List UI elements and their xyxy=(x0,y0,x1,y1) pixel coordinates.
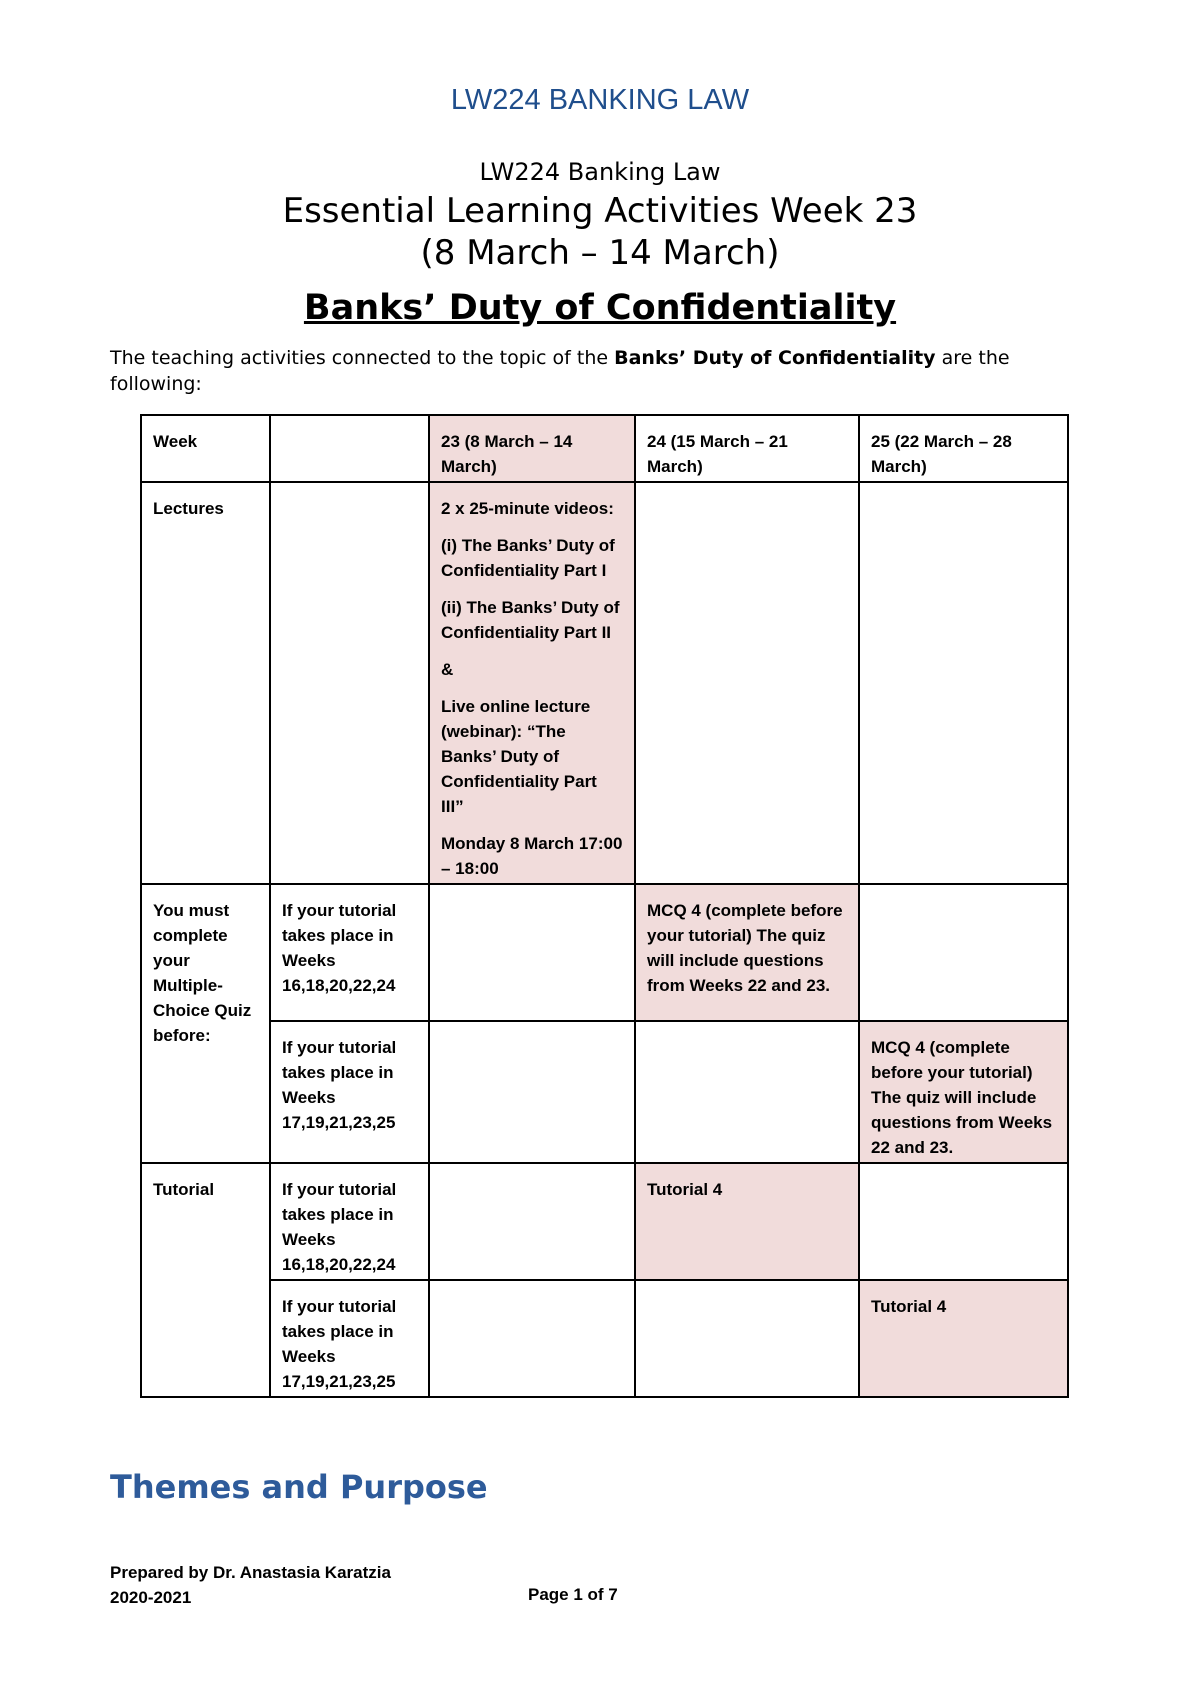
table-row xyxy=(141,1163,1068,1280)
week-23-header-cell: 23 (8 March – 14 March) xyxy=(429,415,635,482)
table-row xyxy=(141,1021,1068,1163)
page-number: Page 1 of 7 xyxy=(528,1585,618,1604)
week-25-tutorial-cell: Tutorial 4 xyxy=(859,1280,1068,1397)
group-b-cell: If your tutorial takes place in Weeks 17,19,21,23,25 xyxy=(270,1021,429,1163)
activities-table xyxy=(140,414,1069,1398)
empty-cell xyxy=(270,482,429,884)
topic-heading: Banks’ Duty of Confidentiality xyxy=(303,288,897,328)
week-24-header-cell: 24 (15 March – 21 March) xyxy=(635,415,859,482)
mcq-label-cell: You must complete your Multiple-Choice Quiz before: xyxy=(141,884,270,1163)
title-line: Essential Learning Activities Week 23 xyxy=(282,191,918,231)
empty-cell xyxy=(429,884,635,1021)
title-dates: (8 March – 14 March) xyxy=(420,233,780,273)
group-b-cell: If your tutorial takes place in Weeks 17,19,21,23,25 xyxy=(270,1280,429,1397)
week-25-header-cell: 25 (22 March – 28 March) xyxy=(859,415,1068,482)
footer-year: 2020-2021 xyxy=(110,1588,192,1607)
lectures-label-cell: Lectures xyxy=(141,482,270,884)
empty-cell xyxy=(635,482,859,884)
lecture-line: 2 x 25-minute videos: xyxy=(441,499,614,518)
lecture-line: Monday 8 March 17:00 – 18:00 xyxy=(441,834,623,878)
table-row xyxy=(141,415,1068,482)
intro-paragraph xyxy=(110,345,1060,397)
empty-cell xyxy=(859,1163,1068,1280)
table-row xyxy=(141,1280,1068,1397)
week-23-lectures-cell xyxy=(429,482,635,884)
table-row xyxy=(141,482,1068,884)
blank-header-cell xyxy=(270,415,429,482)
intro-prefix: The teaching activities connected to the topic of the xyxy=(110,347,615,369)
table-row xyxy=(141,884,1068,1021)
lecture-line: Live online lecture (webinar): “The Banks’ Duty of Confidentiality Part III” xyxy=(441,697,597,816)
intro-suffix: are the following: xyxy=(110,347,1010,395)
week-24-mcq-cell: MCQ 4 (complete before your tutorial) The quiz will include questions from Weeks 22 and 23. xyxy=(635,884,859,1021)
footer-prepared-by: Prepared by Dr. Anastasia Karatzia xyxy=(110,1563,391,1582)
group-a-cell: If your tutorial takes place in Weeks 16,18,20,22,24 xyxy=(270,1163,429,1280)
document-title xyxy=(0,190,1200,274)
empty-cell xyxy=(635,1280,859,1397)
week-24-tutorial-cell: Tutorial 4 xyxy=(635,1163,859,1280)
empty-cell xyxy=(859,884,1068,1021)
course-header: LW224 BANKING LAW xyxy=(450,84,750,116)
tutorial-label-cell: Tutorial xyxy=(141,1163,270,1397)
lecture-line: (i) The Banks’ Duty of Confidentiality Part I xyxy=(441,536,615,580)
section-heading: Themes and Purpose xyxy=(110,1468,488,1506)
lecture-line: (ii) The Banks’ Duty of Confidentiality Part II xyxy=(441,598,620,642)
intro-bold: Banks’ Duty of Confidentiality xyxy=(614,347,936,369)
week-25-mcq-cell: MCQ 4 (complete before your tutorial) The quiz will include questions from Weeks 22 and 23. xyxy=(859,1021,1068,1163)
empty-cell xyxy=(429,1021,635,1163)
empty-cell xyxy=(429,1163,635,1280)
lecture-line: & xyxy=(441,660,454,679)
empty-cell xyxy=(429,1280,635,1397)
week-header-cell: Week xyxy=(141,415,270,482)
empty-cell xyxy=(859,482,1068,884)
group-a-cell: If your tutorial takes place in Weeks 16,18,20,22,24 xyxy=(270,884,429,1021)
footer xyxy=(110,1560,391,1610)
empty-cell xyxy=(635,1021,859,1163)
course-subtitle: LW224 Banking Law xyxy=(479,158,721,186)
